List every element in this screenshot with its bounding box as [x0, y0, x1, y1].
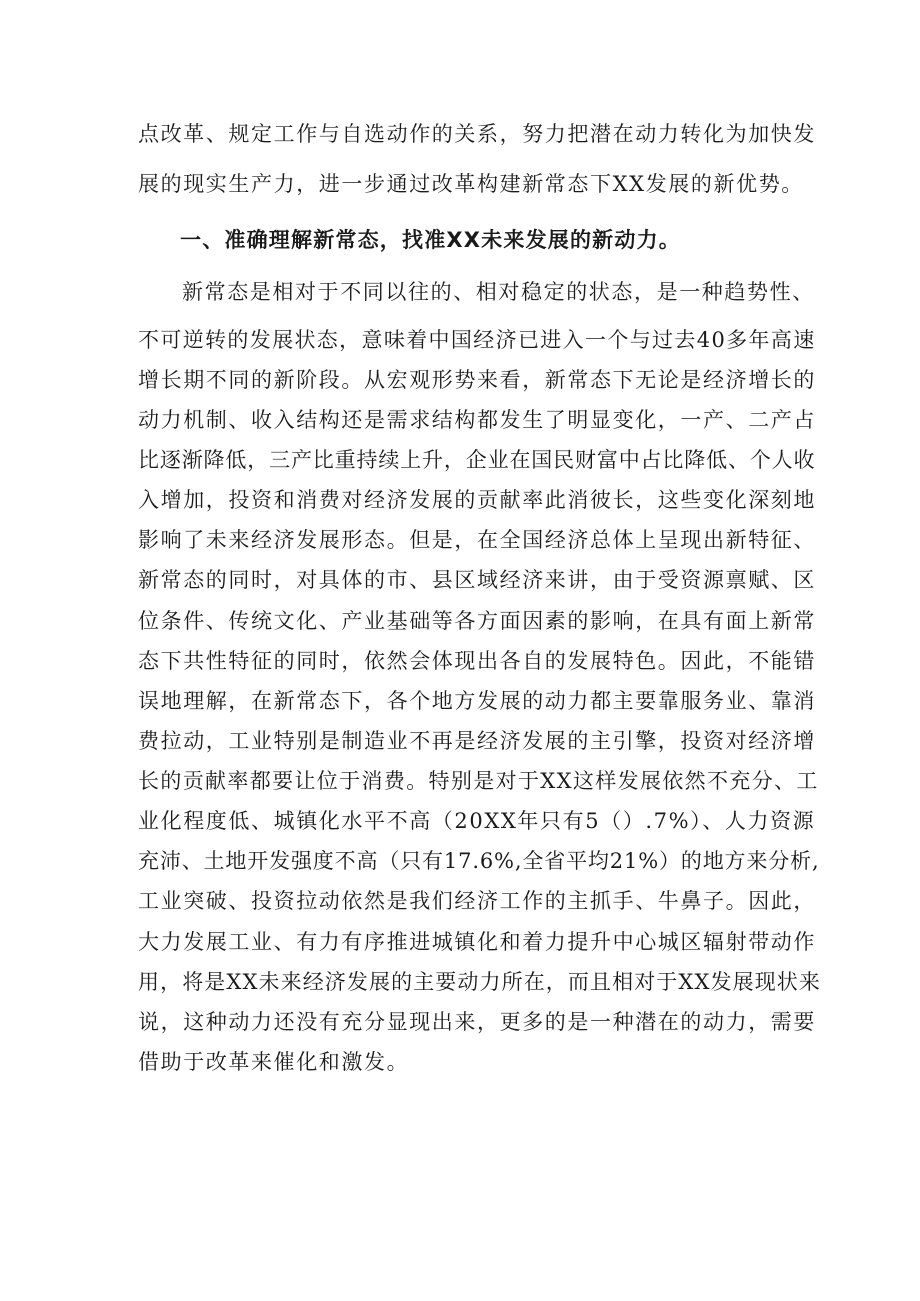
body-line-3: 增长期不同的新阶段。从宏观形势来看，新常态下无论是经济增长的 — [138, 368, 816, 392]
body-line-13: 长的贡献率都要让位于消费。特别是对于XX这样发展依然不充分、工 — [138, 769, 819, 793]
body-line-12: 费拉动，工业特别是制造业不再是经济发展的主引擎，投资对经济增 — [138, 729, 816, 753]
body-line-18: 用，将是XX未来经济发展的主要动力所在，而且相对于XX发展现状来 — [138, 970, 821, 994]
body-line-1: 新常态是相对于不同以往的、相对稳定的状态，是一种趋势性、 — [182, 280, 815, 304]
body-line-19: 说，这种动力还没有充分显现出来，更多的是一种潜在的动力，需要 — [138, 1010, 816, 1034]
body-line-6: 入增加，投资和消费对经济发展的贡献率此消彼长，这些变化深刻地 — [138, 488, 816, 512]
body-line-11: 误地理解，在新常态下，各个地方发展的动力都主要靠服务业、靠消 — [138, 689, 816, 713]
body-line-7: 影响了未来经济发展形态。但是，在全国经济总体上呈现出新特征、 — [138, 528, 816, 552]
intro-line-2: 展的现实生产力，进一步通过改革构建新常态下XX发展的新优势。 — [138, 172, 804, 196]
body-line-17: 大力发展工业、有力有序推进城镇化和着力提升中心城区辐射带动作 — [138, 930, 816, 954]
body-line-8: 新常态的同时，对具体的市、县区域经济来讲，由于受资源禀赋、区 — [138, 568, 816, 592]
section-heading: 一、准确理解新常态，找准XX未来发展的新动力。 — [180, 228, 681, 252]
body-line-10: 态下共性特征的同时，依然会体现出各自的发展特色。因此，不能错 — [138, 649, 816, 673]
body-line-4: 动力机制、收入结构还是需求结构都发生了明显变化，一产、二产占 — [138, 408, 816, 432]
intro-line-1: 点改革、规定工作与自选动作的关系，努力把潜在动力转化为加快发 — [138, 122, 816, 146]
body-line-5: 比逐渐降低，三产比重持续上升，企业在国民财富中占比降低、个人收 — [138, 448, 816, 472]
body-line-9: 位条件、传统文化、产业基础等各方面因素的影响，在具有面上新常 — [138, 609, 816, 633]
body-line-2: 不可逆转的发展状态，意味着中国经济已进入一个与过去40多年高速 — [138, 328, 816, 352]
body-line-16: 工业突破、投资拉动依然是我们经济工作的主抓手、牛鼻子。因此， — [138, 889, 816, 913]
body-line-15: 充沛、土地开发强度不高（只有17.6%,全省平均21%）的地方来分析, — [138, 849, 820, 873]
body-line-14: 业化程度低、城镇化水平不高（20XX年只有5（）.7%）、人力资源 — [138, 809, 816, 833]
body-line-20: 借助于改革来催化和激发。 — [138, 1050, 410, 1074]
